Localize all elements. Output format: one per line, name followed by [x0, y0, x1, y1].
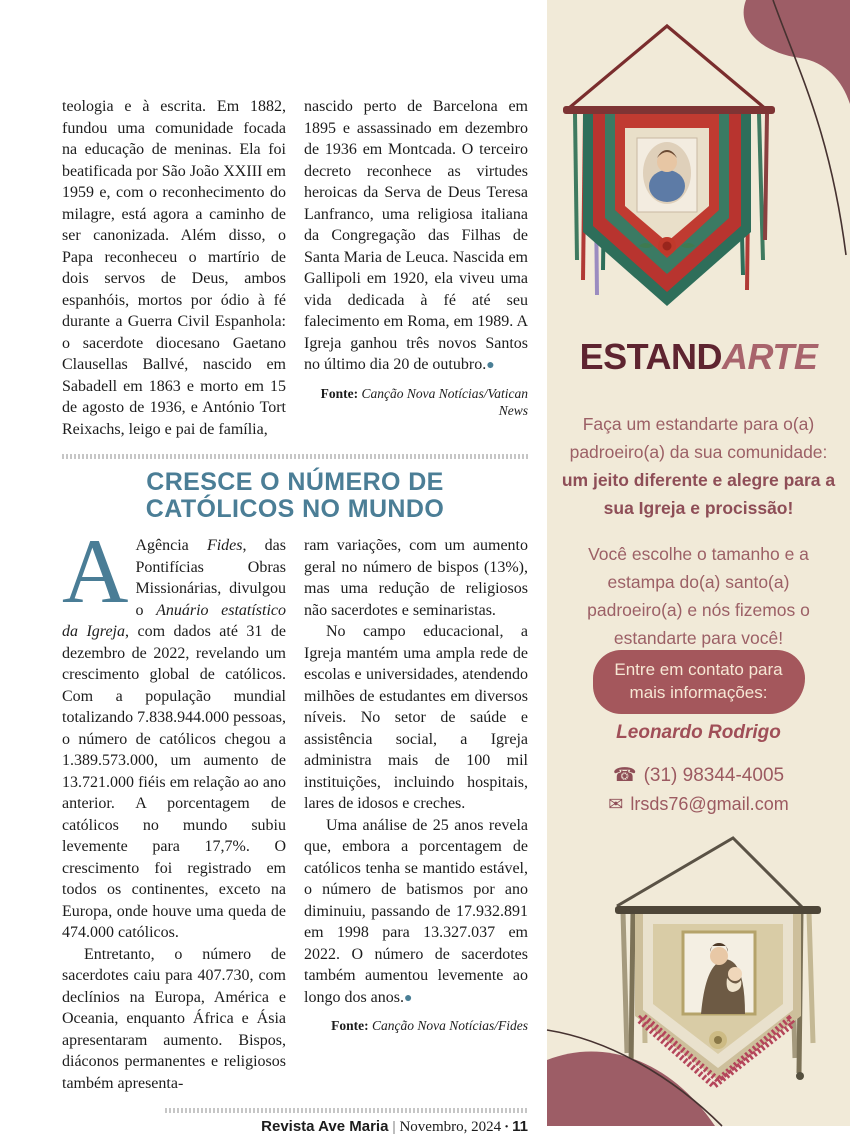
contact-phone-row	[547, 764, 850, 787]
end-of-article-dot: ●	[486, 358, 495, 373]
page-footer	[62, 1108, 528, 1136]
article1-col2-text	[304, 96, 528, 377]
article2-paragraph2-part2: ram variações, com um aumento geral no número de bispos (13%), mas uma redução de religiosos não sacerdotes e seminaristas.	[304, 537, 528, 619]
footer-dot: ·	[504, 1119, 510, 1135]
source-label: Fonte:	[331, 1018, 369, 1033]
headline-line1: CRESCE O NÚMERO DE	[146, 468, 444, 496]
magazine-brand: Revista Ave Maria	[261, 1118, 389, 1135]
phone-icon: ☎	[612, 765, 637, 786]
article-catholics-growth	[62, 520, 528, 1094]
pitch-line2: um jeito diferente e alegre para a sua Igreja e procissão!	[561, 470, 836, 518]
source-label: Fonte:	[320, 385, 359, 401]
advert-pitch	[559, 410, 838, 522]
source-text: Canção Nova Notícias/Vatican News	[358, 385, 528, 418]
article1-col1	[62, 96, 286, 440]
article2-columns	[62, 520, 528, 1094]
content-column	[62, 0, 528, 1136]
article1-col2-body: nascido perto de Barcelona em 1895 e assassinado em dezembro de 1936 em Montcada. O terceiro decreto reconhece as virtudes heroicas da Serva de Deus Teresa Lanfranco, uma religiosa italiana da Congregação das Filhas de Santa Maria de Leuca. Nascida em Gallipoli em 1920, ela viveu uma vida dedicada à fé até seu falecimento em Roma, em 1989. A Igreja ganhou três novos Santos no último dia 20 de outubro.	[304, 98, 528, 373]
article2-paragraph1	[62, 520, 286, 944]
p4-body: Uma análise de 25 anos revela que, embora a porcentagem de católicos tenha se mantido estável, o número de batismos por ano diminuiu, passando de 17.932.891 em 1998 para 13.327.037 em 2022. O número de sacerdotes também aumentou levemente ao longo dos anos.	[304, 816, 528, 1006]
footer-separator: |	[392, 1119, 396, 1135]
section-divider	[62, 454, 528, 459]
email-address[interactable]: lrsds76@gmail.com	[630, 794, 789, 814]
processional-banner-red-image	[553, 10, 793, 328]
article-saints-continuation	[62, 96, 528, 440]
estandarte-logo	[547, 336, 850, 378]
article2-paragraph2-part1: Entretanto, o número de sacerdotes caiu para 407.730, com declínios na Europa, América e Oceania, enquanto África e Ásia apresentaram aumento. Bispos, diáconos permanentes e religiosos também apresenta-	[62, 945, 286, 1092]
footer-text	[62, 1118, 528, 1136]
decorative-blob-bottom-left	[547, 1014, 752, 1126]
article1-columns	[62, 96, 528, 440]
article2-paragraph3: No campo educacional, a Igreja mantém uma ampla rede de escolas e universidades, atendendo milhões de estudantes em diversos níveis. No setor de saúde e assistência social, a Igreja administra mais de 100 mil instituições, incluindo hospitais, lares de idosos e creches.	[304, 623, 528, 812]
article2-headline	[62, 469, 528, 523]
article1-col2	[304, 96, 528, 440]
source-text: Canção Nova Notícias/Fides	[368, 1018, 528, 1033]
advert-choose-text: Você escolhe o tamanho e a estampa do(a) santo(a) padroeiro(a) e nós fizemos o estandarte para você!	[587, 544, 810, 648]
pitch-line1: Faça um estandarte para o(a) padroeiro(a) da sua comunidade:	[569, 414, 828, 462]
footer-divider	[165, 1108, 528, 1113]
contact-email-row	[547, 794, 850, 815]
end-of-article-dot: ●	[404, 990, 413, 1006]
email-icon: ✉	[608, 794, 624, 814]
logo-part2: ARTE	[721, 336, 818, 377]
p1-seg-c: , com dados até 31 de dezembro de 2022, revelando um crescimento global de católicos. Com a população mundial totalizando 7.838.944.000 pessoas, o número de católicos chegou a 1.389.573.000, um aumento de 13.721.000 fiéis em relação ao ano anterior. A porcentagem de católicos no mundo subiu levemente para 17,7%. O crescimento foi registrado em todos os continentes, exceto na Europa, onde houve uma queda de 474.000 católicos.	[62, 623, 286, 941]
logo-part1: ESTAND	[579, 336, 722, 377]
p1-italic-fides: Fides	[206, 537, 243, 554]
article2-paragraph4	[304, 815, 528, 1010]
phone-number[interactable]: (31) 98344-4005	[643, 765, 785, 786]
drop-cap: A	[62, 520, 129, 622]
article1-col1-text: teologia e à escrita. Em 1882, fundou uma comunidade focada na educação de meninas. Ela foi beatificada por São João XXIII em 1959 e, com o reconhecimento do milagre, está agora a caminho de ser canonizada. Além disso, o Papa reconheceu o martírio de dois servos de Deus, ambos espanhóis, mortos por ódio à fé durante a Guerra Civil Espanhola: o sacerdote diocesano Gaetano Clausellas Ballvé, nascido em Sabadell em 1863 e morto em 15 de agosto de 1936, e António Tort Reixachs, leigo e pai de família,	[62, 98, 286, 438]
contact-name: Leonardo Rodrigo	[616, 722, 781, 743]
contact-call-to-action[interactable]: Entre em contato para mais informações:	[593, 650, 805, 714]
p1-seg-a: Agência	[135, 537, 207, 554]
p1-italic-anuario: Anuário estatístico da Igreja	[62, 601, 286, 640]
article1-source-credit	[304, 385, 528, 419]
headline-line2: CATÓLICOS NO MUNDO	[145, 495, 445, 523]
article2-source-credit	[304, 1017, 528, 1034]
estandarte-advert	[547, 0, 850, 1126]
article2-col1	[62, 520, 286, 1094]
footer-date: Novembro, 2024	[399, 1119, 502, 1135]
p1-seg-b: , das Pontifícias Obras Missionárias, divulgou o	[135, 537, 286, 619]
article2-col2	[304, 535, 528, 1094]
page-number: 11	[512, 1118, 528, 1135]
